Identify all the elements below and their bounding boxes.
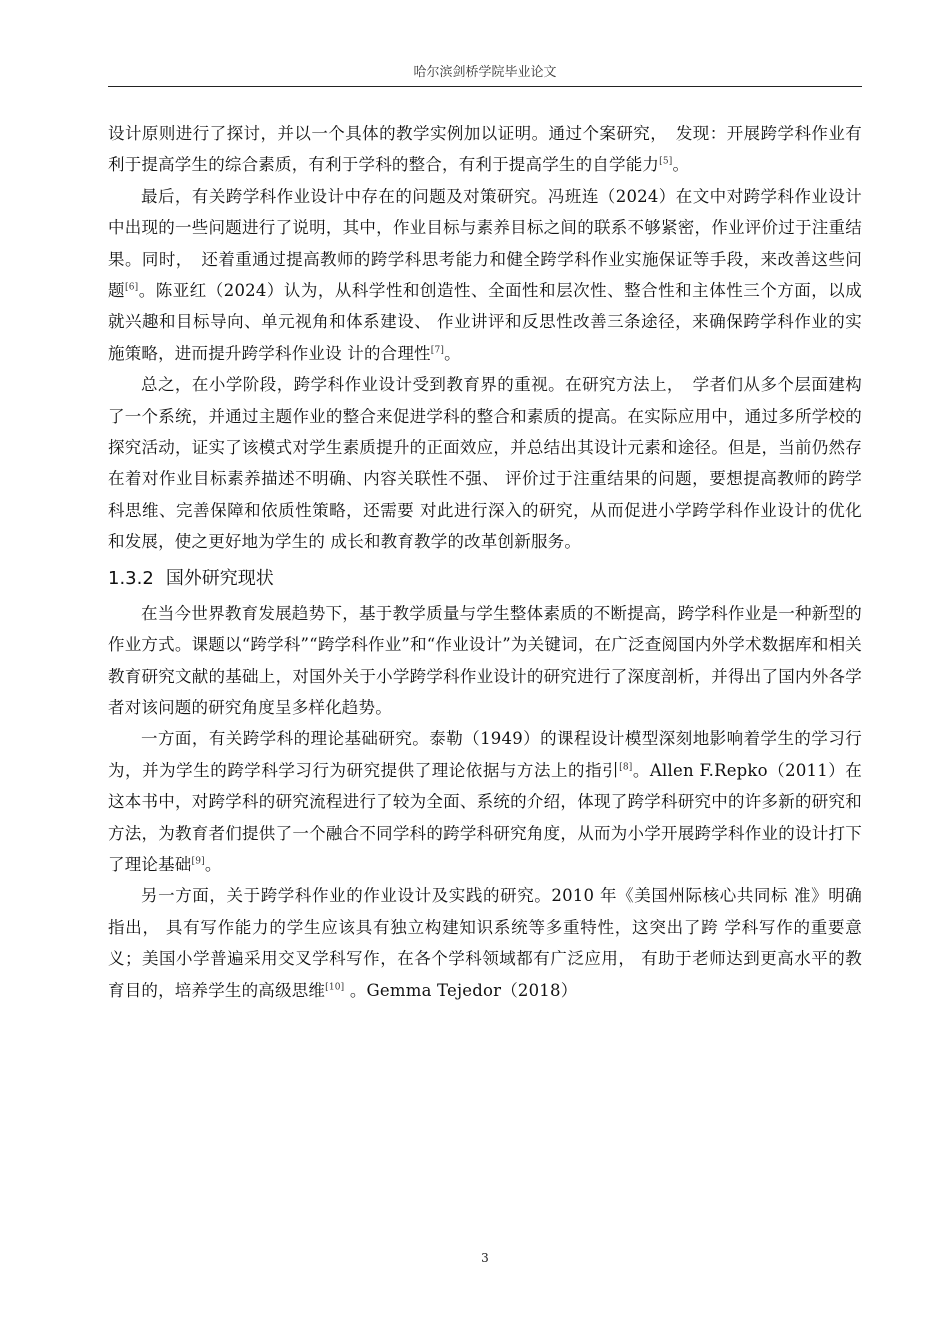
paragraph-intro (108, 598, 862, 724)
paragraph-text: 另一方面，关于跨学科作业的作业设计及实践的研究。2010 年《美国州际核心共同标 准》明确指出， 具有写作能力的学生应该具有独立构建知识系统等多重特性，这突出了跨 学科写作的重要意义；美国小学普遍采用交叉学科写作，在各个学科领域都有广泛应用， 有助于老师达到更高水平的教育目的，培养学生的高级思维 (108, 886, 862, 1000)
paragraph-theory (108, 723, 862, 880)
paragraph-tail: 。Allen F.Repko（2011）在这本书中，对跨学科的研究流程进行了较为全面、系统的介绍，体现了跨学科研究中的许多新的研究和方法，为教育者们提供了一个融合不同学科的跨学科研究角度，从而为小学开展跨学科作业的设计打下了理论基础 (108, 760, 863, 874)
paragraph-finally (108, 181, 862, 369)
citation-ref: [9] (191, 856, 205, 867)
citation-ref: [6] (125, 282, 139, 293)
paragraph-summary (108, 369, 862, 557)
page-number: 3 (481, 1251, 489, 1265)
citation-ref: [7] (430, 345, 445, 356)
paragraph-practice (108, 880, 862, 1006)
section-number: 1.3.2 (108, 567, 154, 589)
paragraph-tail: 。 (444, 343, 461, 363)
paragraph-text: 在当今世界教育发展趋势下，基于教学质量与学生整体素质的不断提高，跨学科作业是一种新型的作业方式。课题以“跨学科”“跨学科作业”和“作业设计”为关键词，在广泛查阅国内外学术数据库和相关教育研究文献的基础上，对国外关于小学跨学科作业设计的研究进行了深度剖析，并得出了国内外各学者对该问题的研究角度呈多样化趋势。 (108, 603, 862, 717)
paragraph-text: 设计原则进行了探讨，并以一个具体的教学实例加以证明。通过个案研究， 发现：开展跨学科作业有利于提高学生的综合素质，有利于学科的整合，有利于提高学生的自学能力 (108, 124, 862, 175)
citation-ref: [10] (325, 982, 345, 993)
paragraph-text: 总之，在小学阶段，跨学科作业设计受到教育界的重视。在研究方法上， 学者们从多个层面建构了一个系统，并通过主题作业的整合来促进学科的整合和素质的提高。在实际应用中，通过多所学校的探究活动，证实了该模式对学生素质提升的正面效应，并总结出其设计元素和途径。但是，当前仍然存在着对作业目标素养描述不明确、内容关联性不强、 评价过于注重结果的问题，要想提高教师的跨学科思维、完善保障和依质性策略，还需要 对此进行深入的研究，从而促进小学跨学科作业设计的优化和发展，使之更好地为学生的 成长和教育教学的改革创新服务。 (108, 375, 862, 552)
paragraph-continuation (108, 118, 862, 181)
paragraph-tail: 。 (672, 155, 690, 175)
citation-ref: [5] (659, 156, 673, 167)
page-body (108, 118, 862, 1006)
paragraph-text: 最后，有关跨学科作业设计中存在的问题及对策研究。冯班连（2024）在文中对跨学科作业设计中出现的一些问题进行了说明，其中，作业目标与素养目标之间的联系不够紧密，作业评价过于注重结果。同时， 还着重通过提高教师的跨学科思考能力和健全跨学科作业实施保证等手段，来改善这些问题 (108, 186, 862, 301)
paragraph-tail: 。Gemma Tejedor（2018） (344, 980, 578, 1000)
header-rule (108, 86, 862, 87)
running-header: 哈尔滨剑桥学院毕业论文 (413, 65, 557, 80)
citation-ref: [8] (619, 762, 633, 773)
section-heading (108, 562, 862, 596)
paragraph-tail: 。陈亚红（2024）认为，从科学性和创造性、全面性和层次性、整合性和主体性三个方面，以成就兴趣和目标导向、单元视角和体系建设、 作业讲评和反思性改善三条途径，来确保跨学科作业的实施策略，进而提升跨学科作业设 计的合理性 (108, 281, 862, 363)
section-title: 国外研究现状 (165, 567, 274, 589)
paragraph-text: 一方面，有关跨学科的理论基础研究。泰勒（1949）的课程设计模型深刻地影响着学生的学习行为，并为学生的跨学科学习行为研究提供了理论依据与方法上的指引 (108, 729, 862, 780)
paragraph-tail: 。 (204, 854, 222, 874)
